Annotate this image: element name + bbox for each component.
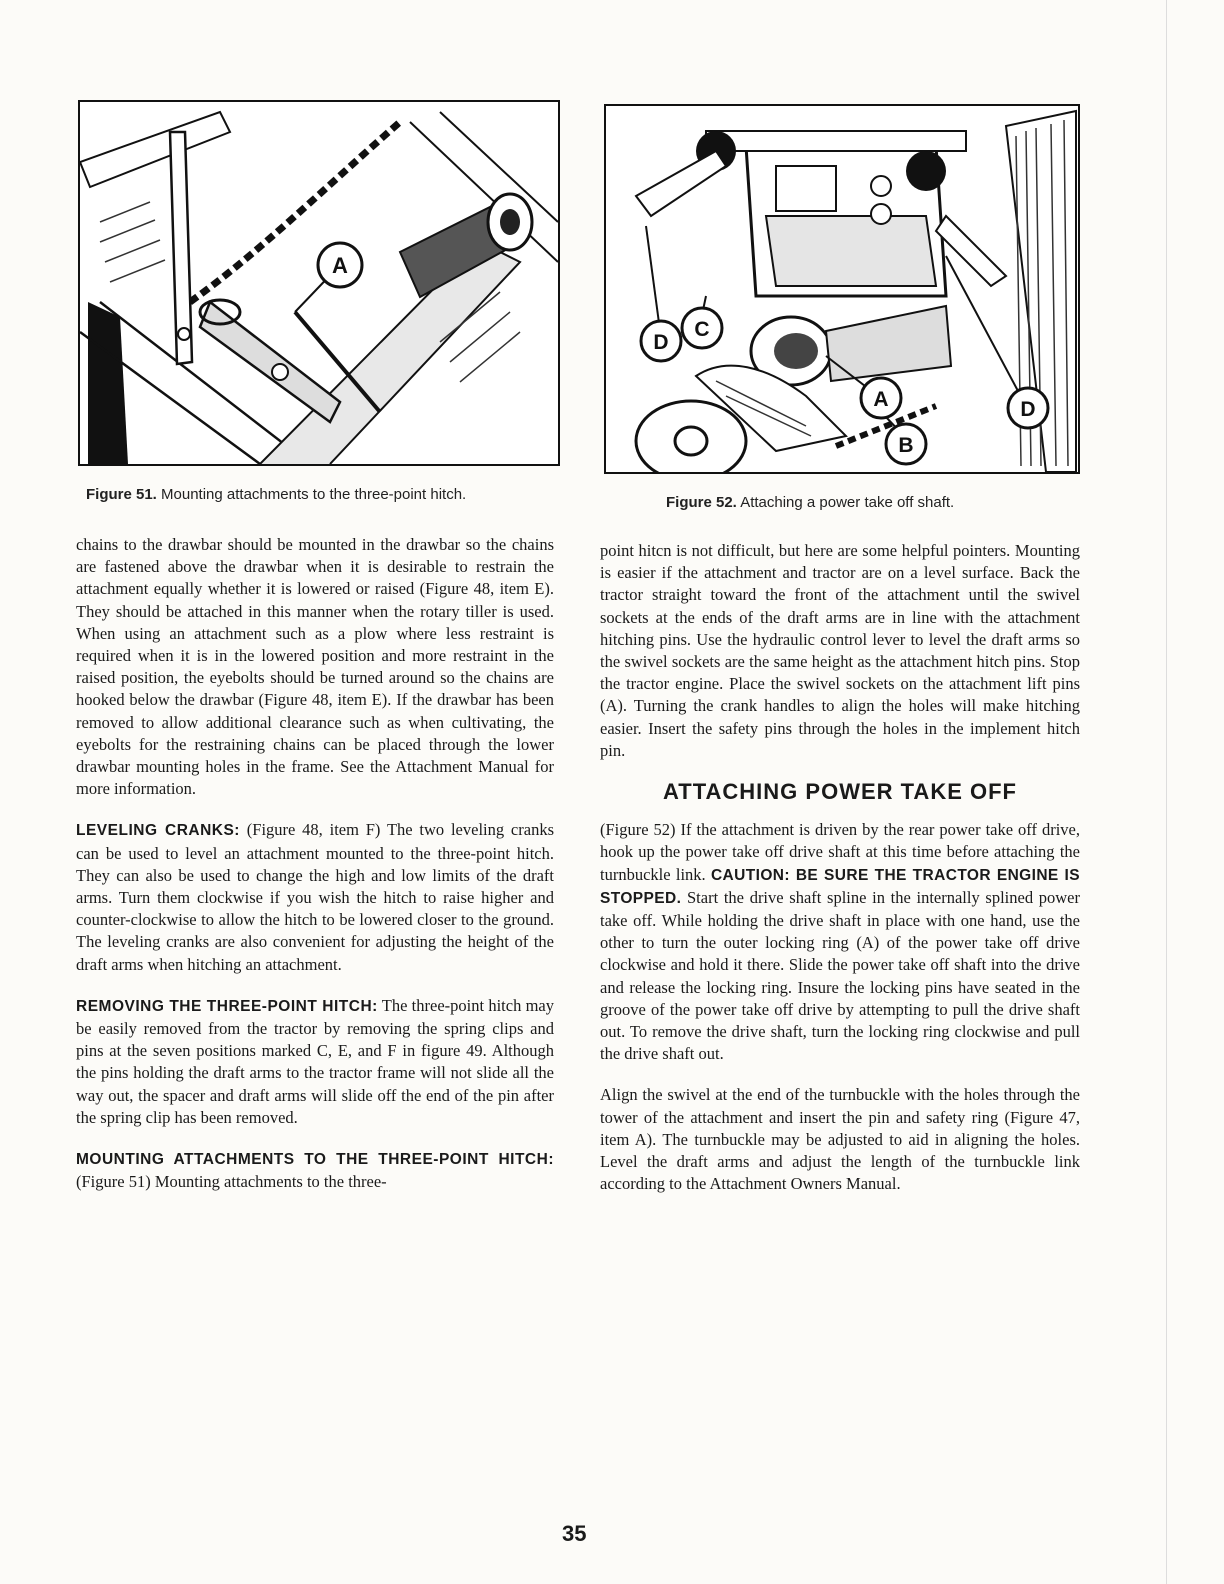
left-paragraph-removing-hitch (76, 995, 554, 1129)
figure-52-caption-text: Attaching a power take off shaft. (736, 494, 955, 511)
figure-51-drawing (80, 102, 558, 464)
section-title-power-take-off: ATTACHING POWER TAKE OFF (663, 779, 1017, 805)
leveling-cranks-text: (Figure 48, item F) The two leveling cranks can be used to level an attachment mounted to the three-point hitch. They can also be used to change the high and low limits of the draft arms. Turn them clockwise if you wish the hitch to raise higher and counter-clockwise to allow the hitch to be lowered closer to the ground. The leveling cranks are also convenient for adjusting the height of the draft arms when hitching an attachment. (76, 820, 554, 974)
figure-51-caption-label: Figure 51. (86, 486, 157, 503)
left-paragraph-leveling-cranks (76, 819, 554, 975)
figure-52-illustration (604, 104, 1080, 474)
page-number: 35 (562, 1521, 587, 1546)
callout-label-c: C (694, 318, 710, 341)
pto-text-before: (Figure 52) If the attachment is driven by the rear power take off drive, hook up the power take off drive shaft at this time before attaching the turnbuckle link. (600, 820, 1080, 884)
pto-text-after: Start the drive shaft spline in the internally splined power take off. While holding the drive shaft in place with one hand, use the other to turn the outer locking ring (A) of the power take off drive clockwise and hold it there. Slide the power take off shaft into the drive and release the locking ring. Insure the locking pins have seated in the groove of the power take off drive by attempting to pull the drive shaft out. To remove the drive shaft, turn the locking ring clockwise and pull the drive shaft out. (600, 887, 1080, 1064)
callout-label-b: B (898, 434, 914, 457)
callout-label-d-left: D (653, 331, 669, 354)
right-paragraph-1: point hitcn is not difficult, but here are some helpful pointers. Mounting is easier if the attachment and tractor are on a level surface. Back the tractor straight toward the front of the attachment until the swivel sockets at the ends of the draft arms are in line with the attachment hitching pins. Use the hydraulic control lever to level the draft arms so the swivel sockets are the same height as the attachment hitch pins. Stop the tractor engine. Place the swivel sockets on the attachment lift pins (A). Turning the crank handles to align the holes will make hitching easier. Insert the safety pins through the holes in the implement hitch pin. (600, 541, 1080, 760)
figure-51-caption-text: Mounting attachments to the three-point hitch. (156, 486, 467, 503)
figure-52-drawing (606, 106, 1078, 472)
page-edge-line (1166, 0, 1167, 1584)
removing-hitch-heading: REMOVING THE THREE-POINT HITCH: (76, 997, 378, 1015)
left-paragraph-1: chains to the drawbar should be mounted in the drawbar so the chains are fastened above the drawbar when it is desirable to restrain the attachment equally whether it is lowered or raised (Figure 48, item E). They should be attached in this manner when the rotary tiller is used. When using an attachment such as a plow where less restraint is required when it is in the lowered position and more restraint in the raised position, the eyebolts should be turned around so the chains are hooked below the drawbar (Figure 48, item E). If the drawbar has been removed to allow additional clearance such as when cultivating, the eyebolts for the restraining chains can be placed through the lower drawbar mounting holes in the frame. See the Attachment Manual for more information. (76, 535, 554, 799)
caution-notice: CAUTION: BE SURE THE TRACTOR ENGINE IS STOPPED. (600, 866, 1080, 907)
right-paragraph-pto (600, 819, 1080, 1065)
callout-label-a: A (332, 253, 348, 278)
callout-label-a-fig52: A (873, 388, 889, 411)
left-paragraph-mounting (76, 1148, 554, 1193)
mounting-text: (Figure 51) Mounting attachments to the three- (76, 1172, 387, 1192)
figure-51-caption (86, 486, 466, 503)
mounting-heading: MOUNTING ATTACHMENTS TO THE THREE-POINT HITCH: (76, 1151, 554, 1169)
figure-52-caption-label: Figure 52. (666, 494, 737, 511)
removing-hitch-text: The three-point hitch may be easily removed from the tractor by removing the spring clips and pins at the seven positions marked C, E, and F in figure 49. Although the pins holding the draft arms to the tractor frame will not slide all the way out, the spacer and draft arms will slide off the end of the pin after the spring clip has been removed. (76, 995, 554, 1127)
left-column (76, 534, 554, 1212)
figure-51-illustration (78, 100, 560, 466)
callout-label-d-right: D (1020, 398, 1036, 421)
figure-52-caption (666, 494, 954, 511)
right-column (600, 540, 1080, 1214)
right-paragraph-turnbuckle: Align the swivel at the end of the turnbuckle with the holes through the tower of the attachment and insert the pin and safety ring (Figure 47, item A). The turnbuckle may be adjusted to aid in aligning the holes. Level the draft arms and adjust the length of the turnbuckle link according to the Attachment Owners Manual. (600, 1085, 1080, 1194)
leveling-cranks-heading: LEVELING CRANKS: (76, 822, 240, 840)
